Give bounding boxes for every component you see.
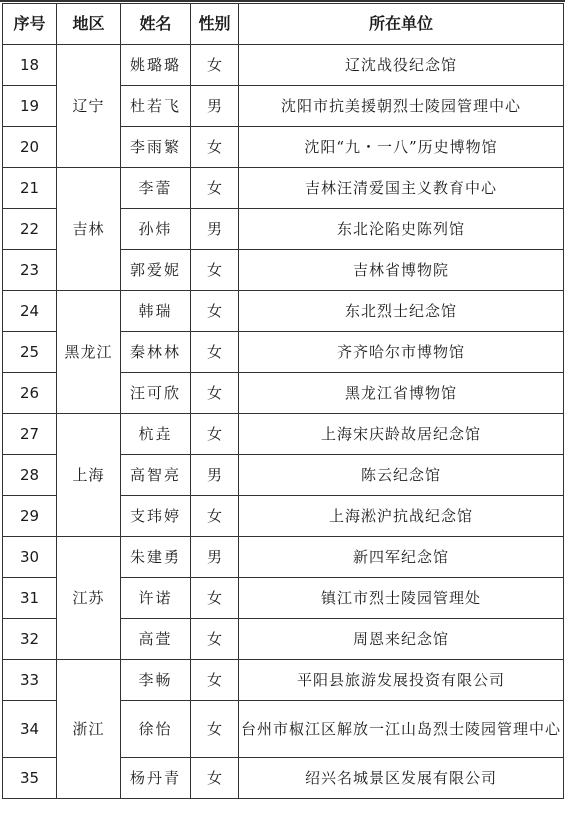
region-cell: 吉林: [57, 168, 121, 291]
table-row: [3, 291, 564, 332]
header-gender: 性别: [191, 4, 239, 45]
person-name: 秦林林: [121, 332, 191, 373]
person-name: 朱建勇: [121, 537, 191, 578]
table-row: [3, 168, 564, 209]
region-cell: 上海: [57, 414, 121, 537]
top-rule: [0, 0, 565, 2]
person-unit: 齐齐哈尔市博物馆: [239, 332, 564, 373]
person-unit: 辽沈战役纪念馆: [239, 45, 564, 86]
region-cell: 浙江: [57, 660, 121, 799]
row-number: 29: [3, 496, 57, 537]
person-name: 孙炜: [121, 209, 191, 250]
table-row: [3, 537, 564, 578]
header-row: [3, 4, 564, 45]
person-name: 李畅: [121, 660, 191, 701]
person-gender: 女: [191, 701, 239, 758]
person-name: 郭爱妮: [121, 250, 191, 291]
person-gender: 女: [191, 332, 239, 373]
person-gender: 女: [191, 619, 239, 660]
row-number: 34: [3, 701, 57, 758]
header-unit: 所在单位: [239, 4, 564, 45]
row-number: 18: [3, 45, 57, 86]
person-gender: 女: [191, 660, 239, 701]
row-number: 31: [3, 578, 57, 619]
person-gender: 男: [191, 209, 239, 250]
table-row: [3, 45, 564, 86]
row-number: 30: [3, 537, 57, 578]
person-name: 李蕾: [121, 168, 191, 209]
person-unit: 绍兴名城景区发展有限公司: [239, 758, 564, 799]
person-gender: 男: [191, 86, 239, 127]
person-unit: 新四军纪念馆: [239, 537, 564, 578]
row-number: 22: [3, 209, 57, 250]
region-cell: 黑龙江: [57, 291, 121, 414]
region-cell: 辽宁: [57, 45, 121, 168]
row-number: 20: [3, 127, 57, 168]
person-gender: 女: [191, 496, 239, 537]
row-number: 19: [3, 86, 57, 127]
header-number: 序号: [3, 4, 57, 45]
person-gender: 女: [191, 168, 239, 209]
row-number: 35: [3, 758, 57, 799]
person-gender: 女: [191, 250, 239, 291]
person-gender: 女: [191, 758, 239, 799]
person-gender: 男: [191, 455, 239, 496]
person-name: 许诺: [121, 578, 191, 619]
person-name: 杨丹青: [121, 758, 191, 799]
person-unit: 周恩来纪念馆: [239, 619, 564, 660]
row-number: 21: [3, 168, 57, 209]
person-unit: 平阳县旅游发展投资有限公司: [239, 660, 564, 701]
person-unit: 镇江市烈士陵园管理处: [239, 578, 564, 619]
row-number: 24: [3, 291, 57, 332]
person-unit: 东北烈士纪念馆: [239, 291, 564, 332]
person-name: 高智亮: [121, 455, 191, 496]
person-unit: 上海淞沪抗战纪念馆: [239, 496, 564, 537]
person-gender: 女: [191, 373, 239, 414]
person-name: 徐怡: [121, 701, 191, 758]
person-unit: 沈阳市抗美援朝烈士陵园管理中心: [239, 86, 564, 127]
person-unit: 沈阳“九・一八”历史博物馆: [239, 127, 564, 168]
person-name: 支玮婷: [121, 496, 191, 537]
person-name: 李雨繁: [121, 127, 191, 168]
table-header: [3, 4, 564, 45]
header-name: 姓名: [121, 4, 191, 45]
person-gender: 男: [191, 537, 239, 578]
row-number: 32: [3, 619, 57, 660]
person-gender: 女: [191, 127, 239, 168]
person-gender: 女: [191, 45, 239, 86]
row-number: 26: [3, 373, 57, 414]
person-unit: 吉林汪清爱国主义教育中心: [239, 168, 564, 209]
person-name: 高萱: [121, 619, 191, 660]
table-body: [3, 45, 564, 799]
row-number: 27: [3, 414, 57, 455]
person-unit: 陈云纪念馆: [239, 455, 564, 496]
person-name: 杜若飞: [121, 86, 191, 127]
person-gender: 女: [191, 291, 239, 332]
row-number: 33: [3, 660, 57, 701]
person-unit: 上海宋庆龄故居纪念馆: [239, 414, 564, 455]
person-gender: 女: [191, 414, 239, 455]
person-name: 杭垚: [121, 414, 191, 455]
person-unit: 吉林省博物院: [239, 250, 564, 291]
person-name: 韩瑞: [121, 291, 191, 332]
row-number: 28: [3, 455, 57, 496]
person-name: 汪可欣: [121, 373, 191, 414]
person-unit: 黑龙江省博物馆: [239, 373, 564, 414]
region-cell: 江苏: [57, 537, 121, 660]
personnel-table: [2, 3, 564, 799]
table-row: [3, 660, 564, 701]
person-name: 姚璐璐: [121, 45, 191, 86]
table-row: [3, 414, 564, 455]
row-number: 25: [3, 332, 57, 373]
person-unit: 东北沦陷史陈列馆: [239, 209, 564, 250]
person-unit: 台州市椒江区解放一江山岛烈士陵园管理中心: [239, 701, 564, 758]
person-gender: 女: [191, 578, 239, 619]
header-region: 地区: [57, 4, 121, 45]
row-number: 23: [3, 250, 57, 291]
